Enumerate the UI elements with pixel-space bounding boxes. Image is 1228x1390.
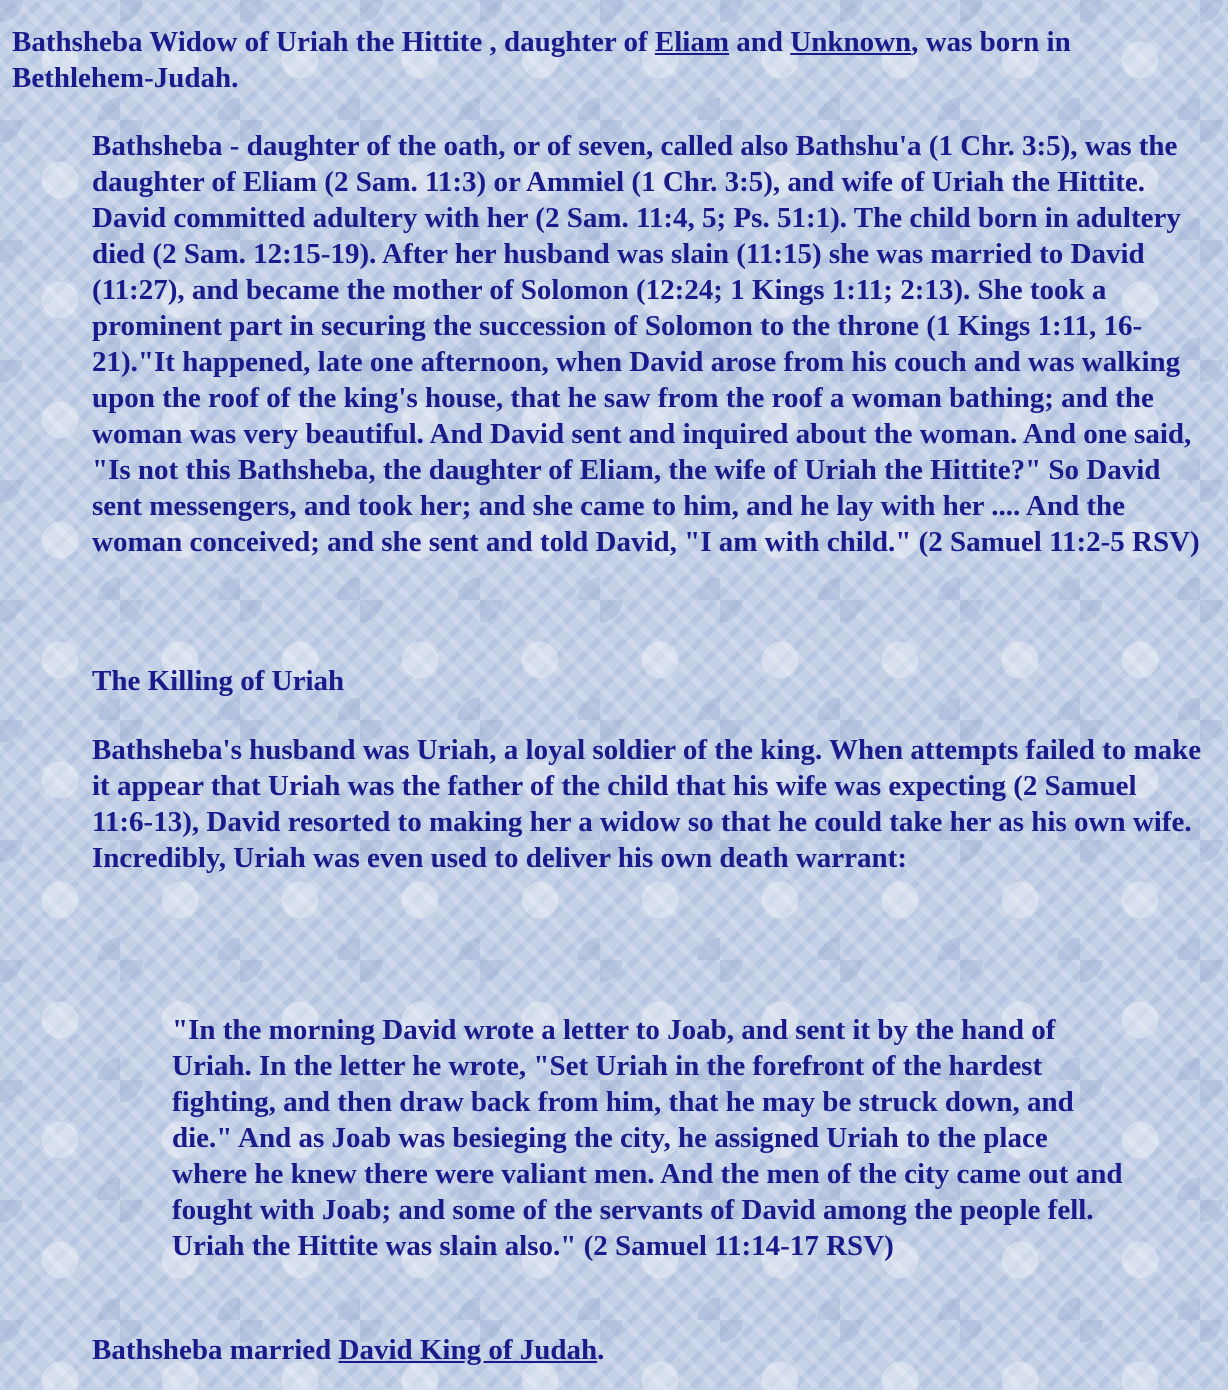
- father-link[interactable]: Eliam: [654, 26, 729, 58]
- bio-paragraph-2: Bathsheba's husband was Uriah, a loyal soldier of the king. When attempts failed to make it appear that Uriah was the father of the child that his wife was expecting (2 Samuel 11:6-13), David resorted to making her a widow so that he could take her as his own wife. Incredibly, Uriah was even used to deliver his own death warrant:: [92, 734, 1202, 874]
- marriage-suffix: .: [597, 1334, 605, 1366]
- heading-and: and: [729, 26, 791, 58]
- marriage-prefix: Bathsheba married: [92, 1334, 339, 1366]
- marriage-line: [92, 1332, 1202, 1368]
- scripture-quote: "In the morning David wrote a letter to Joab, and sent it by the hand of Uriah. In the letter he wrote, "Set Uriah in the forefront of the hardest fighting, and then draw back from him, that he may be struck down, and die." And as Joab was besieging the city, he assigned Uriah to the place where he knew there were valiant men. And the men of the city came out and fought with Joab; and some of the servants of David among the people fell. Uriah the Hittite was slain also." (2 Samuel 11:14-17 RSV): [172, 1014, 1123, 1262]
- mother-link[interactable]: Unknown: [790, 26, 912, 58]
- heading-suffix: , was born in Bethlehem-Judah.: [12, 26, 1071, 94]
- spouse-link[interactable]: David King of Judah: [338, 1334, 598, 1366]
- heading-prefix: Bathsheba Widow of Uriah the Hittite , daughter of: [12, 26, 655, 58]
- bio-paragraph-1: Bathsheba - daughter of the oath, or of seven, called also Bathshu'a (1 Chr. 3:5), was the daughter of Eliam (2 Sam. 11:3) or Ammiel (1 Chr. 3:5), and wife of Uriah the Hittite. David committed adultery with her (2 Sam. 11:4, 5; Ps. 51:1). The child born in adultery died (2 Sam. 12:15-19). After her husband was slain (11:15) she was married to David (11:27), and became the mother of Solomon (12:24; 1 Kings 1:11; 2:13). She took a prominent part in securing the succession of Solomon to the throne (1 Kings 1:11, 16-21)."It happened, late one afternoon, when David arose from his couch and was walking upon the roof of the king's house, that he saw from the roof a woman bathing; and the woman was very beautiful. And David sent and inquired about the woman. And one said, "Is not this Bathsheba, the daughter of Eliam, the wife of Uriah the Hittite?" So David sent messengers, and took her; and she came to him, and he lay with her .... And the woman conceived; and she sent and told David, "I am with child." (2 Samuel 11:2-5 RSV): [92, 130, 1200, 558]
- person-heading: [12, 24, 1217, 96]
- section-heading: The Killing of Uriah: [92, 665, 345, 697]
